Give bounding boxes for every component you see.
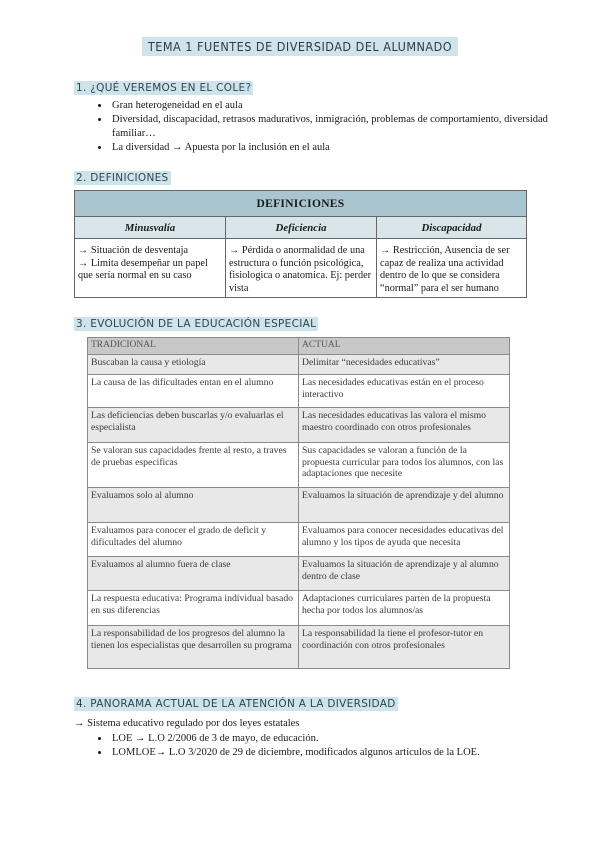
section-heading-2: 2. DEFINICIONES bbox=[76, 172, 169, 184]
col-header-deficiencia: Deficiencia bbox=[226, 217, 377, 239]
table-cell: La responsabilidad de los progresos del alumno la tienen los especialistas que desarrollen su programa bbox=[88, 626, 299, 669]
section-4-list bbox=[74, 732, 590, 760]
col-header-minusvalia: Minusvalía bbox=[75, 217, 226, 239]
table-cell: La responsabilidad la tiene el profesor-tutor en coordinación con otros profesionales bbox=[299, 626, 510, 669]
table-cell: Se valoran sus capacidades frente al resto, a traves de pruebas especificas bbox=[88, 443, 299, 488]
definitions-table bbox=[74, 190, 527, 298]
col-header-tradicional: TRADICIONAL bbox=[88, 338, 299, 355]
page-title: TEMA 1 FUENTES DE DIVERSIDAD DEL ALUMNADO bbox=[0, 38, 600, 56]
table-cell: Evaluamos la situación de aprendizaje y al alumno dentro de clase bbox=[299, 557, 510, 591]
section-heading-4: 4. PANORAMA ACTUAL DE LA ATENCIÓN A LA DIVERSIDAD bbox=[76, 698, 396, 710]
evolution-table bbox=[87, 337, 510, 669]
col-header-discapacidad: Discapacidad bbox=[377, 217, 527, 239]
table-cell: Delimitar “necesidades educativas” bbox=[299, 355, 510, 375]
col-header-actual: ACTUAL bbox=[299, 338, 510, 355]
table-cell: Las necesidades educativas están en el proceso interactivo bbox=[299, 375, 510, 408]
list-item: • LOMLOE→ L.O 3/2020 de 29 de diciembre, modificados algunos artículos de la LOE. bbox=[110, 746, 590, 760]
table-cell: Evaluamos para conocer el grado de deficit y dificultades del alumno bbox=[88, 523, 299, 557]
table-cell: Buscaban la causa y etiología bbox=[88, 355, 299, 375]
table-cell: Adaptaciones curriculares parten de la propuesta hecha por todos los alumnos/as bbox=[299, 591, 510, 626]
table-cell: Evaluamos la situación de aprendizaje y del alumno bbox=[299, 488, 510, 523]
section-heading-3: 3. EVOLUCIÓN DE LA EDUCACIÓN ESPECIAL bbox=[76, 318, 317, 330]
table-cell: Evaluamos al alumno fuera de clase bbox=[88, 557, 299, 591]
cell-discapacidad: → Restricción, Ausencia de ser capaz de realiza una actividad dentro de lo que se considera “normal” para el ser humano bbox=[377, 239, 527, 298]
definitions-table-title: DEFINICIONES bbox=[75, 191, 527, 217]
table-cell: La respuesta educativa: Programa individual basado en sus diferencias bbox=[88, 591, 299, 626]
list-item: • LOE → L.O 2/2006 de 3 de mayo, de educación. bbox=[110, 732, 590, 746]
section-4-intro: → Sistema educativo regulado por dos leyes estatales bbox=[74, 718, 300, 729]
table-cell: Sus capacidades se valoran a función de la propuesta curricular para todos los alumnos, con las adaptaciones que necesite bbox=[299, 443, 510, 488]
list-item: • Diversidad, discapacidad, retrasos madurativos, inmigración, problemas de comportamiento, diversidad familiar… bbox=[110, 113, 570, 141]
section-heading-1: 1. ¿QUÉ VEREMOS EN EL COLE? bbox=[76, 82, 252, 94]
table-cell: Evaluamos solo al alumno bbox=[88, 488, 299, 523]
table-cell: Las deficiencias deben buscarlas y/o evaluarlas el especialista bbox=[88, 408, 299, 443]
list-item: • Gran heterogeneidad en el aula bbox=[110, 99, 570, 113]
table-cell: Evaluamos para conocer necesidades educativas del alumno y los tipos de ayuda que necesita bbox=[299, 523, 510, 557]
table-cell: La causa de las dificultades entan en el alumno bbox=[88, 375, 299, 408]
list-item: • La diversidad → Apuesta por la inclusión en el aula bbox=[110, 141, 570, 155]
cell-deficiencia: → Pérdida o anormalidad de una estructura o función psicológica, fisiologica o anatomica. Ej: perder vista bbox=[226, 239, 377, 298]
table-cell: Las necesidades educativas las valora el mismo maestro coordinado con otros profesionales bbox=[299, 408, 510, 443]
section-1-list bbox=[74, 99, 570, 155]
cell-minusvalia: → Situación de desventaja → Limita desempeñar un papel que sería normal en su caso bbox=[75, 239, 226, 298]
